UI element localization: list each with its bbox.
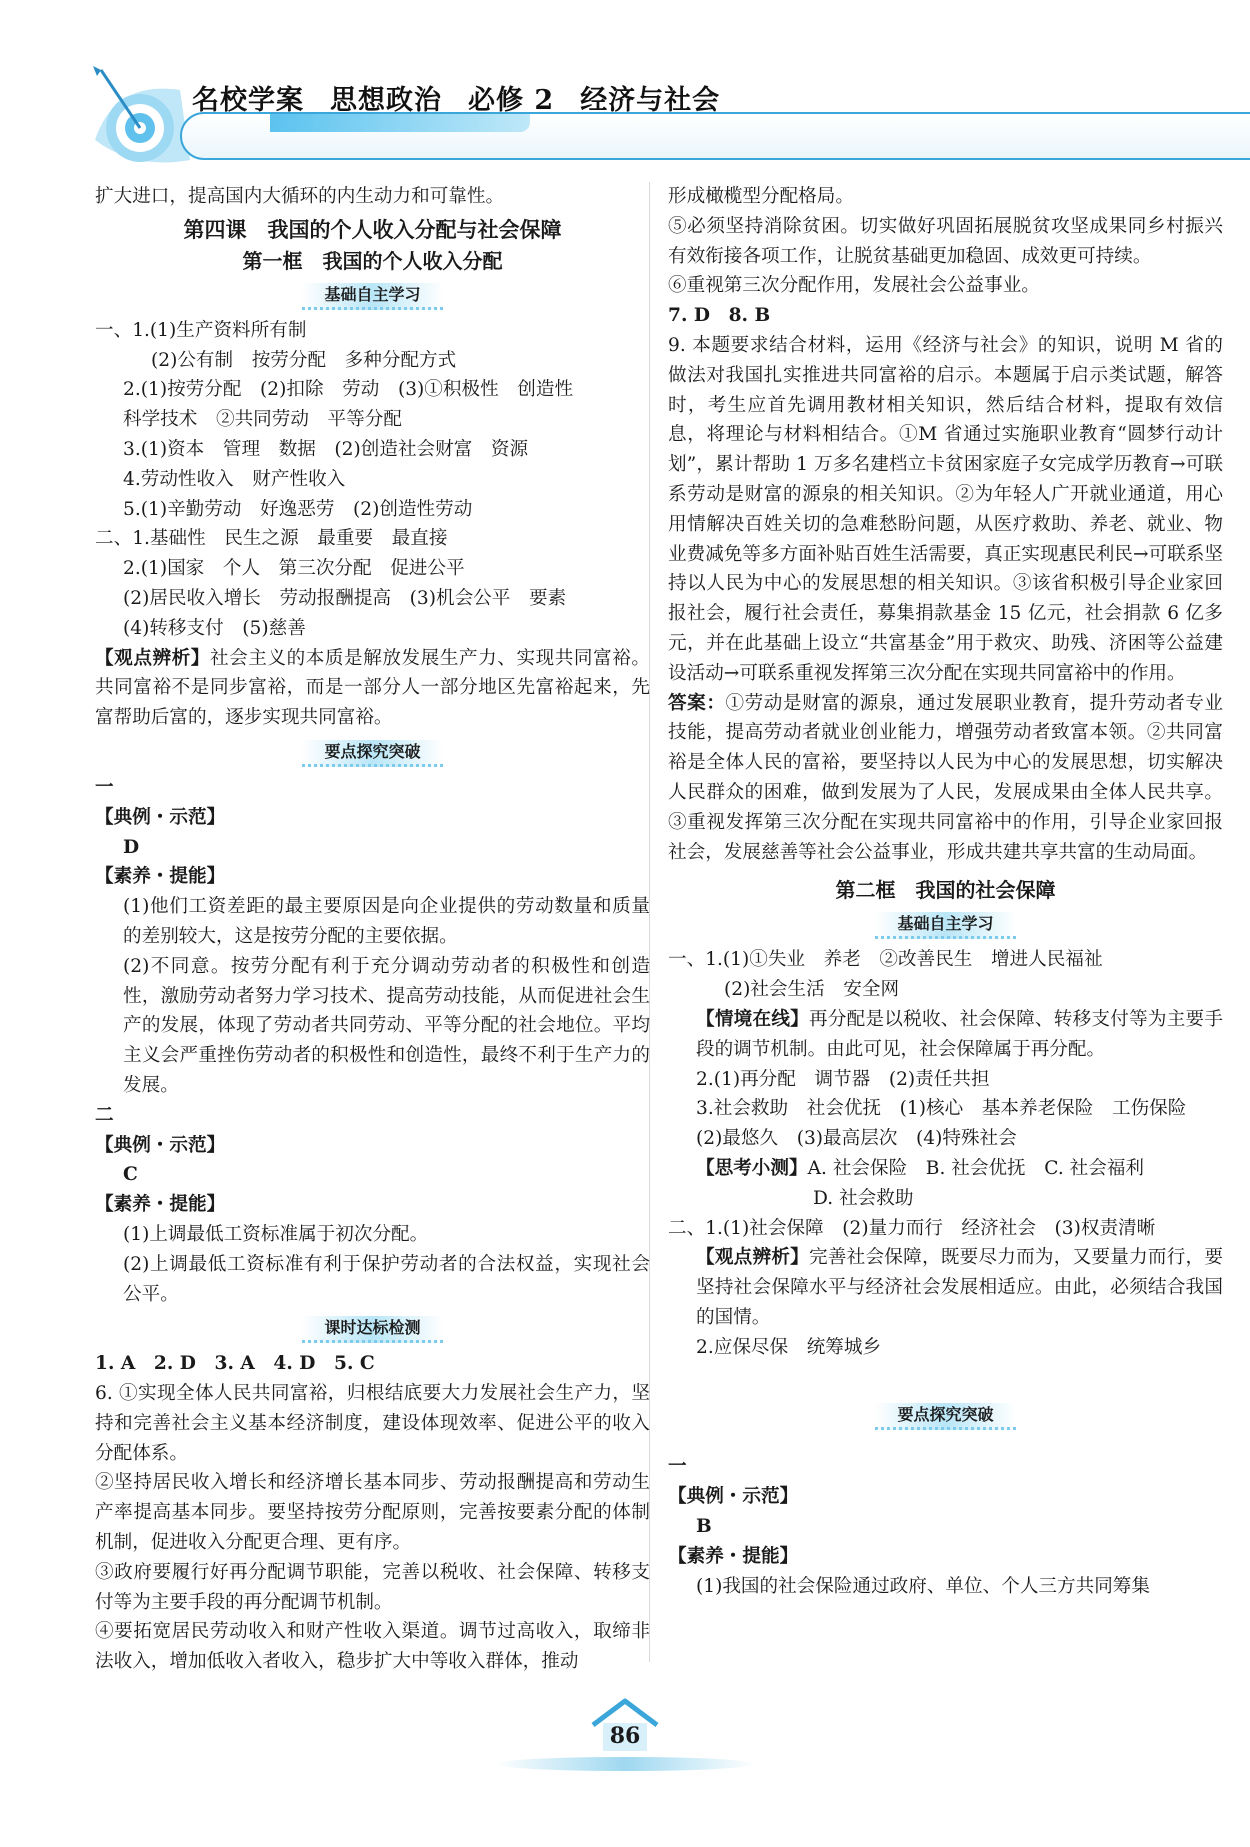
view-text: 社会主义的本质是解放发展生产力、实现共同富裕。共同富裕不是同步富裕，而是一部分人一部分地区先富裕起来，先富帮助后富的，逐步实现共同富裕。 — [95, 647, 650, 729]
page-footer — [555, 1695, 705, 1785]
choice-answers: 7. D 8. B — [668, 305, 771, 327]
question-answer: ⑤必须坚持消除贫困。切实做好巩固拓展脱贫攻坚成果同乡村振兴有效衔接各项工作，让脱贫基础更加稳固、成效更可持续。 — [668, 215, 1223, 267]
answer-line: (2)社会生活 安全网 — [724, 979, 900, 1001]
banner-label: 要点探究突破 — [302, 740, 442, 767]
answer-line: 一、1.(1)生产资料所有制 — [95, 319, 307, 341]
answer-line: 科学技术 ②共同劳动 平等分配 — [123, 409, 402, 431]
answer-line: 2.(1)国家 个人 第三次分配 促进公平 — [123, 558, 465, 580]
answer-line: 二、1.(1)社会保障 (2)量力而行 经济社会 (3)权责清晰 — [668, 1217, 1156, 1239]
literacy-text: (1)我国的社会保险通过政府、单位、个人三方共同筹集 — [696, 1575, 1150, 1597]
banner-label: 基础自主学习 — [875, 912, 1015, 939]
example-answer: B — [696, 1516, 712, 1538]
literacy-text: (1)他们工资差距的最主要原因是向企业提供的劳动数量和质量的差别较大，这是按劳分配的主要依据。 — [123, 896, 650, 947]
example-answer: D — [123, 836, 140, 858]
answer-block — [668, 689, 1223, 868]
frame-title: 第一框 我国的个人收入分配 — [242, 248, 503, 273]
section-banner — [95, 1311, 650, 1347]
section-number: 一 — [668, 1456, 687, 1478]
situation-tag: 【情境在线】 — [696, 1008, 809, 1030]
continued-text: 形成橄榄型分配格局。 — [668, 186, 854, 207]
section-banner — [668, 1398, 1223, 1434]
think-tag: 【思考小测】 — [696, 1157, 808, 1179]
example-answer: C — [123, 1164, 138, 1186]
header-title — [192, 81, 746, 121]
frame-title: 第二框 我国的社会保障 — [835, 878, 1056, 903]
answer-line: (2)最悠久 (3)最高层次 (4)特殊社会 — [696, 1128, 1017, 1150]
target-arrow-icon — [85, 60, 195, 170]
header-topic: 经济与社会 — [580, 85, 721, 116]
header-subject: 思想政治 — [330, 85, 442, 116]
header-volume: 必修 2 — [468, 85, 555, 116]
answer-line: 2.(1)再分配 调节器 (2)责任共担 — [696, 1068, 990, 1090]
literacy-text: (1)上调最低工资标准属于初次分配。 — [123, 1223, 429, 1245]
section-banner — [95, 278, 650, 314]
think-quiz — [668, 1154, 1223, 1184]
literacy-text: (2)不同意。按劳分配有利于充分调动劳动者的积极性和创造性，激励劳动者努力学习技术、提高劳动技能，从而促进社会生产的发展，体现了劳动者共同劳动、平等分配的社会地位。平均主义会严重挫伤劳动者的积极性和创造性，最终不利于生产力的发展。 — [123, 955, 650, 1096]
example-tag: 【典例・示范】 — [668, 1486, 799, 1508]
answer-line: 3.(1)资本 管理 数据 (2)创造社会财富 资源 — [123, 438, 529, 460]
literacy-tag: 【素养・提能】 — [668, 1545, 799, 1567]
answer-line: 5.(1)辛勤劳动 好逸恶劳 (2)创造性劳动 — [123, 498, 473, 520]
answer-line: (2)居民收入增长 劳动报酬提高 (3)机会公平 要素 — [123, 587, 567, 609]
footer-wave — [495, 1757, 755, 1771]
answer-text: ①劳动是财富的源泉，通过发展职业教育，提升劳动者专业技能，提高劳动者就业创业能力，增强劳动者致富本领。②共同富裕是全体人民的富裕，要坚持以人民为中心的发展思想，切实解决人民群众的困难，做到发展为了人民，发展成果由全体人民共享。③重视发挥第三次分配在实现共同富裕中的作用，引导企业家回报社会，发展慈善等社会公益事业，形成共建共享共富的生动局面。 — [668, 692, 1223, 863]
banner-label: 基础自主学习 — [302, 283, 442, 310]
section-banner — [95, 735, 650, 771]
think-text: A. 社会保险 B. 社会优抚 C. 社会福利 — [807, 1157, 1145, 1179]
example-tag: 【典例・示范】 — [95, 1134, 226, 1156]
right-column — [668, 182, 1223, 1601]
section-number: 二 — [95, 1104, 114, 1126]
view-analysis — [668, 1243, 1223, 1332]
question-answer: ④要拓宽居民劳动收入和财产性收入渠道。调节过高收入，取缔非法收入，增加低收入者收入，稳步扩大中等收入群体，推动 — [95, 1621, 650, 1673]
literacy-tag: 【素养・提能】 — [95, 1194, 226, 1216]
view-analysis — [95, 644, 650, 733]
situation-text: 再分配是以税收、社会保障、转移支付等为主要手段的调节机制。由此可见，社会保障属于再分配。 — [696, 1008, 1223, 1060]
header-book: 名校学案 — [192, 85, 304, 116]
literacy-tag: 【素养・提能】 — [95, 866, 226, 888]
answer-line: 一、1.(1)①失业 养老 ②改善民生 增进人民福祉 — [668, 949, 1103, 971]
answer-line: (4)转移支付 (5)慈善 — [123, 617, 306, 639]
answer-line: 2.应保尽保 统筹城乡 — [696, 1336, 882, 1358]
answer-line: 2.(1)按劳分配 (2)扣除 劳动 (3)①积极性 创造性 — [123, 379, 574, 401]
lesson-title: 第四课 我国的个人收入分配与社会保障 — [183, 216, 562, 242]
left-column — [95, 182, 650, 1677]
section-banner — [668, 907, 1223, 943]
think-text-cont: D. 社会救助 — [813, 1187, 914, 1209]
answer-line: 二、1.基础性 民生之源 最重要 最直接 — [95, 528, 448, 550]
situation-online — [668, 1005, 1223, 1065]
view-tag: 【观点辨析】 — [95, 647, 210, 669]
banner-label: 要点探究突破 — [875, 1403, 1015, 1430]
banner-label: 课时达标检测 — [302, 1316, 442, 1343]
section-number: 一 — [95, 776, 114, 798]
answer-line: 3.社会救助 社会优抚 (1)核心 基本养老保险 工伤保险 — [696, 1098, 1187, 1120]
question-answer: ②坚持居民收入增长和经济增长基本同步、劳动报酬提高和劳动生产率提高基本同步。要坚持按劳分配原则，完善按要素分配的体制机制，促进收入分配更合理、更有序。 — [95, 1472, 650, 1554]
question-answer: ⑥重视第三次分配作用，发展社会公益事业。 — [668, 275, 1040, 297]
view-text: 完善社会保障，既要尽力而为，又要量力而行，要坚持社会保障水平与经济社会发展相适应。由此，必须结合我国的国情。 — [696, 1247, 1223, 1328]
literacy-text: (2)上调最低工资标准有利于保护劳动者的合法权益，实现社会公平。 — [123, 1253, 650, 1305]
question-answer: ③政府要履行好再分配调节职能，完善以税收、社会保障、转移支付等为主要手段的再分配调节机制。 — [95, 1561, 650, 1613]
question-answer: 6. ①实现全体人民共同富裕，归根结底要大力发展社会生产力，坚持和完善社会主义基本经济制度，建设体现效率、促进公平的收入分配体系。 — [95, 1383, 650, 1464]
answer-line: 4.劳动性收入 财产性收入 — [123, 468, 346, 490]
choice-answers: 1. A 2. D 3. A 4. D 5. C — [95, 1353, 375, 1375]
page-number: 86 — [609, 1723, 641, 1749]
answer-line: (2)公有制 按劳分配 多种分配方式 — [151, 349, 457, 371]
question-analysis: 9. 本题要求结合材料，运用《经济与社会》的知识，说明 M 省的做法对我国扎实推进共同富裕的启示。本题属于启示类试题，解答时，考生应首先调用教材相关知识，然后结合材料，提取有效信息，将理论与材料相结合。①M 省通过实施职业教育“圆梦行动计划”，累计帮助 1 万多名建档立卡贫困家庭子女完成学历教育→可联系劳动是财富的源泉的相关知识。②为年轻人广开就业通道，用心用情解决百姓关切的急难愁盼问题，从医疗救助、养老、就业、物业费减免等多方面补贴百姓生活需要，真正实现惠民利民→可联系坚持以人民为中心的发展思想的相关知识。③该省积极引导企业家回报社会，履行社会责任，募集捐款基金 15 亿元，社会捐款 6 亿多元，并在此基础上设立“共富基金”用于救灾、助残、济困等公益建设活动→可联系重视发挥第三次分配在实现共同富裕中的作用。 — [668, 334, 1223, 684]
answer-tag: 答案： — [668, 692, 726, 714]
continued-text: 扩大进口，提高国内大循环的内生动力和可靠性。 — [95, 186, 505, 207]
example-tag: 【典例・示范】 — [95, 806, 226, 828]
view-tag: 【观点辨析】 — [696, 1247, 809, 1269]
